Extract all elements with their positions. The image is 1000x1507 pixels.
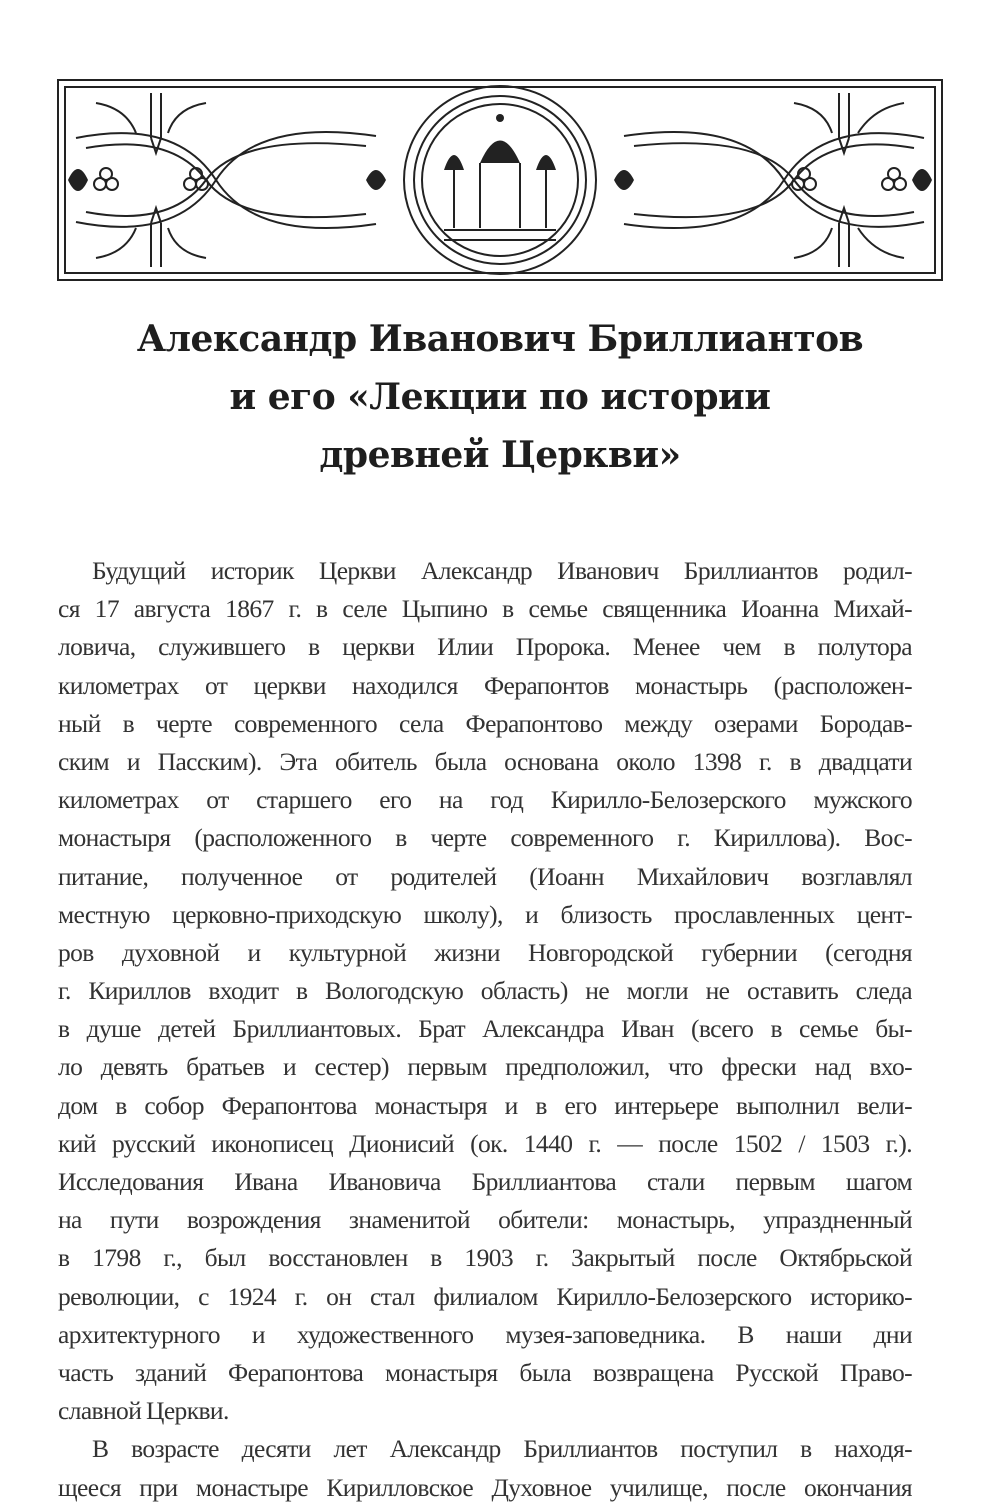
chapter-title (0, 310, 1000, 484)
text-line: километрах от церкви находился Ферапонтов монастырь (расположен- (58, 670, 912, 700)
text-line: в 1798 г., был восстановлен в 1903 г. Закрытый после Октябрьской (58, 1243, 912, 1273)
text-line: питание, полученное от родителей (Иоанн Михайлович возглавлял (58, 861, 912, 891)
ornament-icon (56, 78, 944, 282)
text-line: Будущий историк Церкви Александр Иванович Бриллиантов родил- (92, 556, 912, 585)
text-line: монастыря (расположенного в черте современного г. Кириллова). Вос- (58, 823, 912, 853)
text-line: местную церковно-приходскую школу), и близость прославленных цент- (58, 899, 912, 929)
text-line: Исследования Ивана Ивановича Бриллиантова стали первым шагом (58, 1167, 912, 1196)
text-line: ским и Пасским). Эта обитель была основана около 1398 г. в двадцати (58, 746, 912, 776)
body-text (58, 552, 912, 1507)
text-line: часть зданий Ферапонтова монастыря была возвращена Русской Право- (58, 1357, 912, 1387)
text-line: в душе детей Бриллиантовых. Брат Александра Иван (всего в семье бы- (58, 1014, 912, 1044)
text-line: ный в черте современного села Ферапонтово между озерами Бородав- (58, 708, 912, 738)
text-line: В возрасте десяти лет Александр Бриллиантов поступил в находя- (92, 1434, 912, 1464)
text-line: г. Кириллов входит в Вологодскую область) не могли не оставить следа (58, 976, 912, 1006)
title-line-1: Александр Иванович Бриллиантов (136, 318, 864, 360)
text-line: ловича, служившего в церкви Илии Пророка. Менее чем в полутора (58, 632, 912, 662)
text-line: километрах от старшего его на год Кирилло-Белозерского мужского (58, 785, 912, 815)
title-line-3: древней Церкви» (319, 434, 681, 476)
text-line: ло девять братьев и сестер) первым предположил, что фрески над вхо- (58, 1052, 912, 1082)
text-line: щееся при монастыре Кирилловское Духовное училище, после окончания (58, 1472, 912, 1502)
text-line: архитектурного и художественного музея-заповедника. В наши дни (58, 1319, 912, 1349)
text-line: славной Церкви. (58, 1396, 229, 1426)
decorative-header-ornament (56, 78, 944, 282)
text-line: революции, с 1924 г. он стал филиалом Кирилло-Белозерского историко- (58, 1281, 912, 1311)
title-line-2: и его «Лекции по истории (229, 376, 771, 418)
text-line: ров духовной и культурной жизни Новгородской губернии (сегодня (58, 937, 912, 967)
text-line: ся 17 августа 1867 г. в селе Цыпино в семье священника Иоанна Михай- (58, 594, 912, 624)
text-line: кий русский иконописец Дионисий (ок. 1440 г. — после 1502 / 1503 г.). (58, 1128, 912, 1158)
text-line: дом в собор Ферапонтова монастыря и в его интерьере выполнил вели- (58, 1090, 912, 1120)
text-line: на пути возрождения знаменитой обители: монастырь, упраздненный (58, 1205, 912, 1235)
